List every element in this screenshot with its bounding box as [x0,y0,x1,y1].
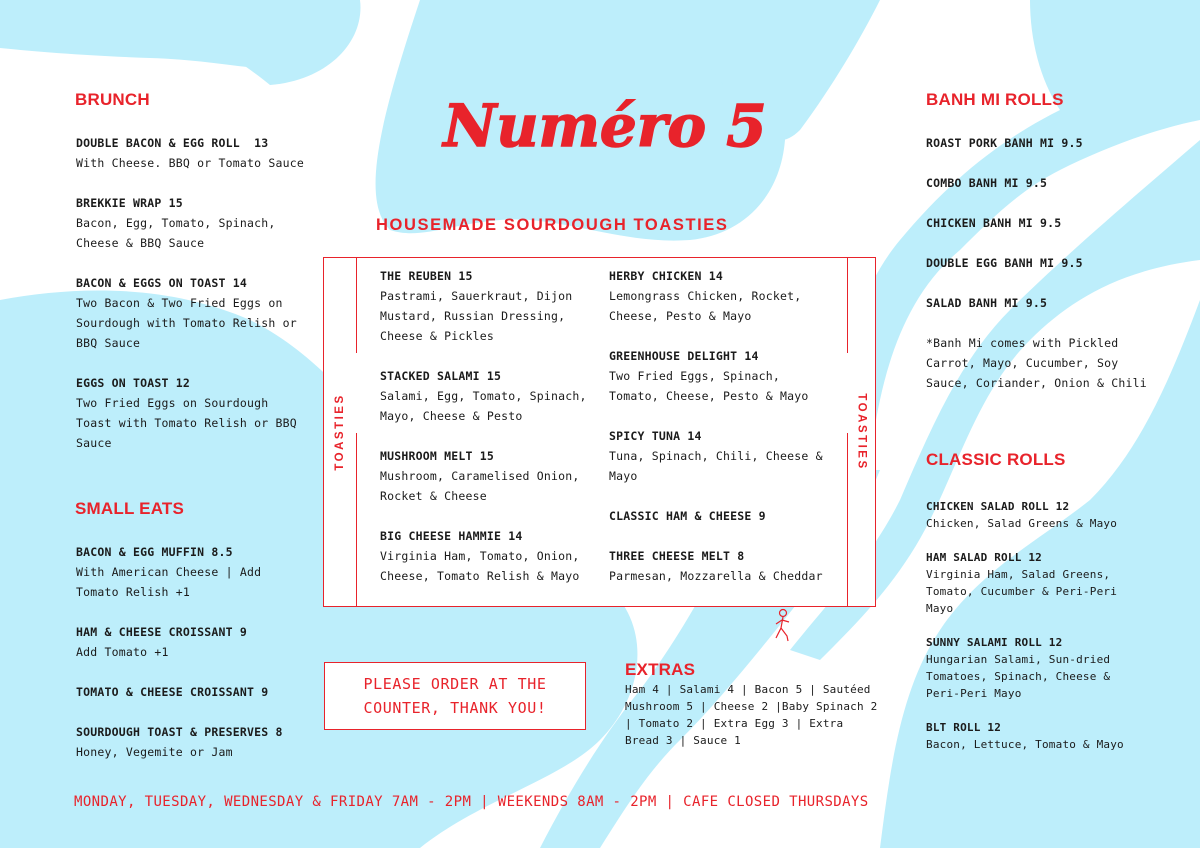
list-item [76,682,306,702]
order-notice [324,662,586,730]
item-desc: Virginia Ham, Salad Greens, Tomato, Cucumber & Peri-Peri Mayo [926,568,1118,615]
item-desc: Add Tomato +1 [76,645,169,659]
item-name: SPICY TUNA 14 [609,429,702,443]
item-desc: Mushroom, Caramelised Onion, Rocket & Cheese [380,469,580,503]
toasties-box [323,257,876,607]
small-eats-title: SMALL EATS [75,499,185,518]
list-item [380,366,595,426]
toasties-side-label-right: TOASTIES [855,393,867,471]
list-item [380,526,595,586]
item-name: BACON & EGGS ON TOAST 14 [76,276,247,290]
list-item [926,253,1166,273]
toasties-right-column [609,266,829,606]
list-item [926,549,1141,617]
small-eats-list [76,542,306,782]
classic-rolls-list [926,498,1141,753]
order-notice-line2: COUNTER, THANK YOU! [363,699,547,717]
banh-mi-note: *Banh Mi comes with Pickled Carrot, Mayo, Cucumber, Soy Sauce, Coriander, Onion & Chili [926,336,1147,390]
list-item [76,542,306,602]
list-item [380,266,595,346]
list-item [76,193,306,253]
item-desc: Chicken, Salad Greens & Mayo [926,517,1118,530]
list-item [76,373,306,453]
brunch-list [76,133,306,473]
list-item [609,546,829,586]
extras-list: Ham 4 | Salami 4 | Bacon 5 | Sautéed Mushroom 5 | Cheese 2 |Baby Spinach 2 | Tomato 2 | Extra Egg 3 | Extra Bread 3 | Sauce 1 [625,683,878,747]
item-name: CHICKEN SALAD ROLL 12 [926,500,1070,513]
list-item [609,506,829,526]
banh-mi-list [926,133,1166,393]
item-name: CHICKEN BANH MI 9.5 [926,216,1062,230]
item-desc: Pastrami, Sauerkraut, Dijon Mustard, Russian Dressing, Cheese & Pickles [380,289,573,343]
item-name: SUNNY SALAMI ROLL 12 [926,636,1063,649]
toasties-side-label-left: TOASTIES [334,393,346,471]
opening-hours: MONDAY, TUESDAY, WEDNESDAY & FRIDAY 7AM - 2PM | WEEKENDS 8AM - 2PM | CAFE CLOSED THURSDAYS [74,794,869,810]
item-name: HAM & CHEESE CROISSANT 9 [76,625,247,639]
logo-text: Numéro 5 [443,92,767,160]
numero-5-logo [440,86,770,166]
item-name: SOURDOUGH TOAST & PRESERVES 8 [76,725,283,739]
item-name: STACKED SALAMI 15 [380,369,502,383]
item-desc: Parmesan, Mozzarella & Cheddar [609,569,823,583]
item-name: BLT ROLL 12 [926,721,1002,734]
list-item [926,634,1141,702]
toasties-title: HOUSEMADE SOURDOUGH TOASTIES [376,216,729,234]
extras-title: EXTRAS [625,660,696,679]
item-desc: Two Bacon & Two Fried Eggs on Sourdough with Tomato Relish or BBQ Sauce [76,296,297,350]
list-item [76,622,306,662]
item-name: GREENHOUSE DELIGHT 14 [609,349,759,363]
order-notice-line1: PLEASE ORDER AT THE [363,675,547,693]
item-name: DOUBLE BACON & EGG ROLL 13 [76,136,269,150]
item-name: THE REUBEN 15 [380,269,473,283]
item-name: HAM SALAD ROLL 12 [926,551,1042,564]
list-item [609,426,829,486]
toasties-left-column [380,266,595,606]
item-name: EGGS ON TOAST 12 [76,376,190,390]
brunch-title: BRUNCH [75,90,150,109]
item-name: CLASSIC HAM & CHEESE 9 [609,509,766,523]
item-desc: Tuna, Spinach, Chili, Cheese & Mayo [609,449,823,483]
classic-rolls-title: CLASSIC ROLLS [926,450,1066,469]
item-desc: Bacon, Egg, Tomato, Spinach, Cheese & BBQ Sauce [76,216,276,250]
item-name: ROAST PORK BANH MI 9.5 [926,136,1083,150]
list-item [76,722,306,762]
list-item [76,133,306,173]
item-desc: Salami, Egg, Tomato, Spinach, Mayo, Cheese & Pesto [380,389,587,423]
rail-gap [353,353,361,433]
banh-mi-title: BANH MI ROLLS [926,90,1064,109]
list-item [76,273,306,353]
list-item [926,719,1141,753]
item-name: MUSHROOM MELT 15 [380,449,494,463]
item-name: SALAD BANH MI 9.5 [926,296,1048,310]
item-name: COMBO BANH MI 9.5 [926,176,1048,190]
item-desc: Hungarian Salami, Sun-dried Tomatoes, Spinach, Cheese & Peri-Peri Mayo [926,653,1111,700]
item-name: TOMATO & CHEESE CROISSANT 9 [76,685,269,699]
list-item [926,293,1166,313]
list-item [926,133,1166,153]
list-item [609,346,829,406]
item-desc: Bacon, Lettuce, Tomato & Mayo [926,738,1124,751]
item-desc: Honey, Vegemite or Jam [76,745,233,759]
item-desc: Virginia Ham, Tomato, Onion, Cheese, Tomato Relish & Mayo [380,549,580,583]
item-desc: With Cheese. BBQ or Tomato Sauce [76,156,304,170]
item-name: HERBY CHICKEN 14 [609,269,723,283]
list-item [609,266,829,326]
item-name: BIG CHEESE HAMMIE 14 [380,529,523,543]
item-name: DOUBLE EGG BANH MI 9.5 [926,256,1083,270]
item-name: BREKKIE WRAP 15 [76,196,183,210]
item-desc: Two Fried Eggs, Spinach, Tomato, Cheese, Pesto & Mayo [609,369,809,403]
person-illustration [768,606,794,644]
rail-gap [843,353,851,433]
item-desc: Two Fried Eggs on Sourdough Toast with Tomato Relish or BBQ Sauce [76,396,297,450]
list-item [380,446,595,506]
list-item [926,213,1166,233]
item-desc: With American Cheese | Add Tomato Relish +1 [76,565,262,599]
item-name: BACON & EGG MUFFIN 8.5 [76,545,233,559]
list-item [926,498,1141,532]
list-item [926,173,1166,193]
item-name: THREE CHEESE MELT 8 [609,549,745,563]
item-desc: Lemongrass Chicken, Rocket, Cheese, Pesto & Mayo [609,289,802,323]
